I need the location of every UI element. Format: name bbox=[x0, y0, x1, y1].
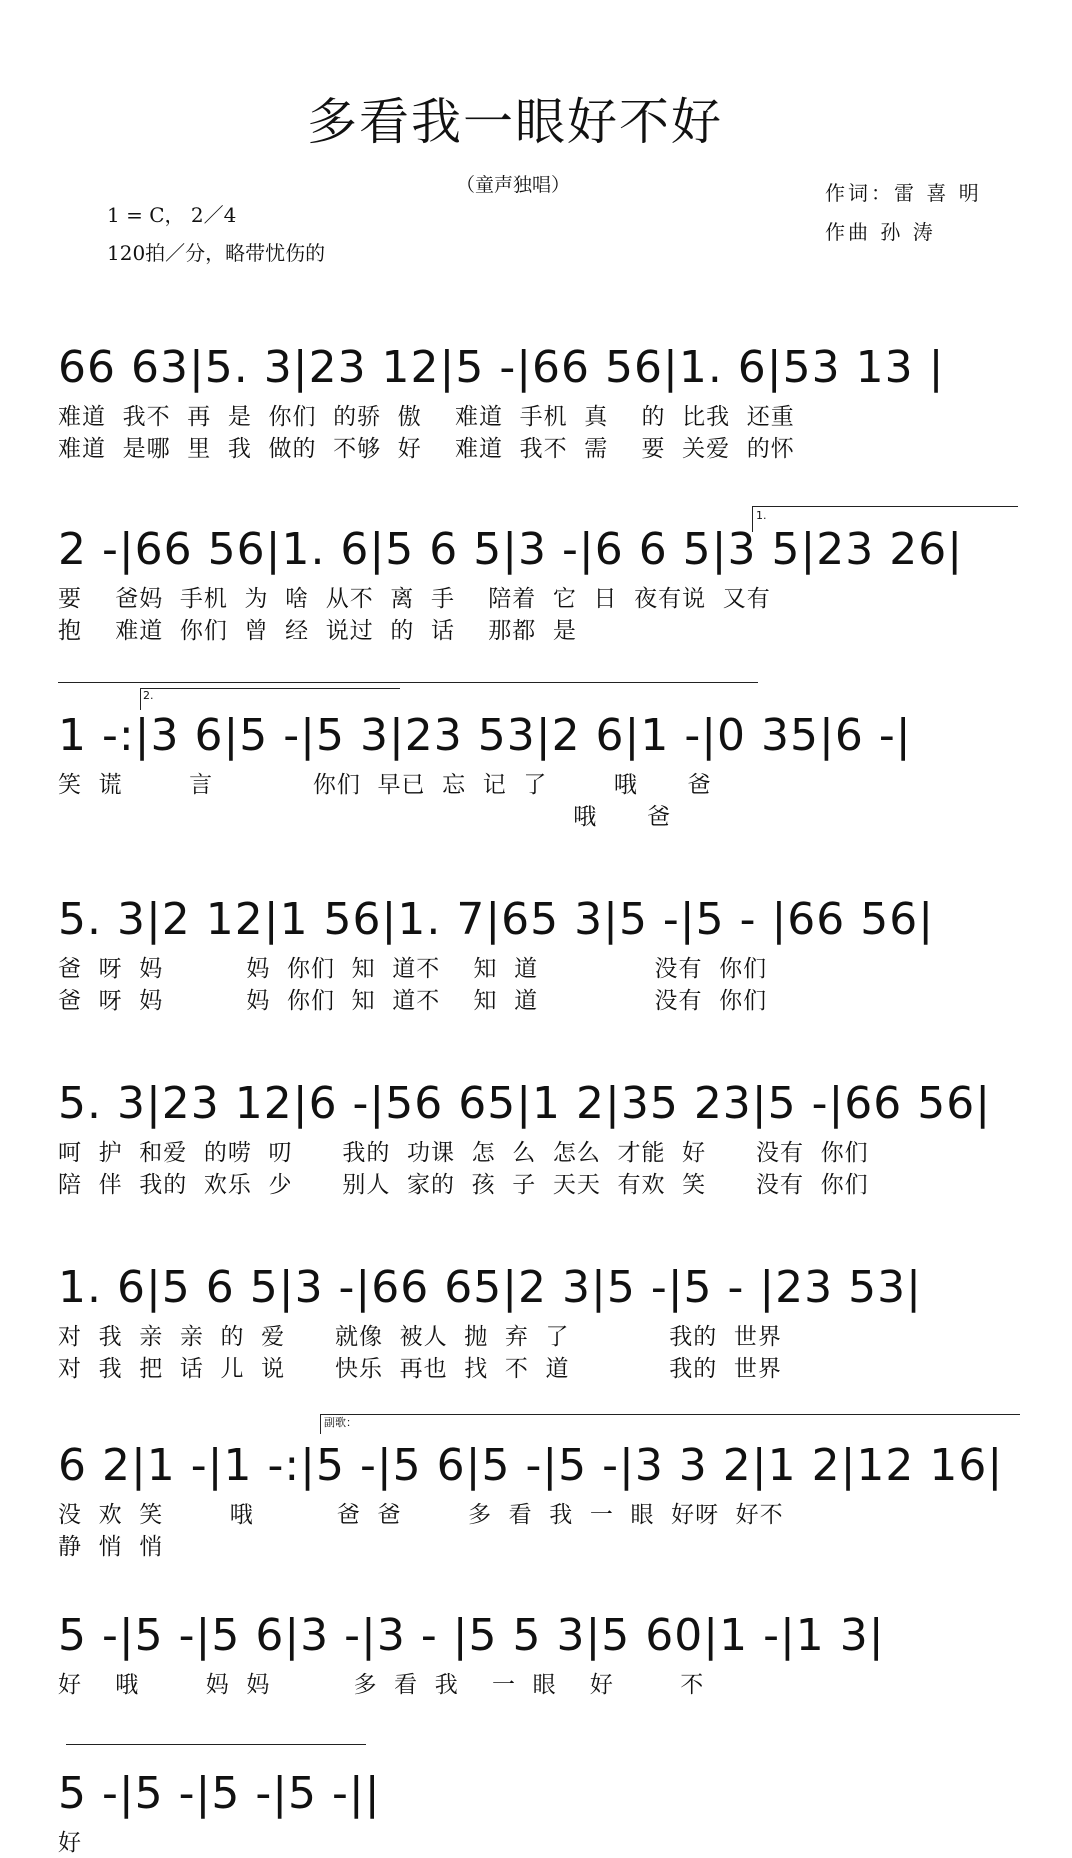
volta-2-bracket bbox=[140, 688, 400, 689]
lyric-verse-1: 好 哦 妈 妈 多 看 我 一 眼 好 不 bbox=[58, 1672, 705, 1698]
lyricist-credit: 作词：雷 喜 明 bbox=[825, 181, 982, 205]
notation-line: 5. 3|23 12|6 -|56 65|1 2|35 23|5 -|66 56| bbox=[58, 1078, 992, 1129]
chorus-bracket bbox=[320, 1414, 321, 1434]
lyric-verse-2: 抱 难道 你们 曾 经 说过 的 话 那都 是 bbox=[58, 618, 577, 644]
lyric-verse-2: 哦 爸 bbox=[58, 804, 672, 830]
tempo-marking: 120拍／分，略带忧伤的 bbox=[107, 241, 326, 265]
key-signature: 1 = C， 2／4 bbox=[107, 203, 237, 227]
composer-credit: 作曲 孙 涛 bbox=[825, 220, 936, 244]
notation-line: 6 2|1 -|1 -:|5 -|5 6|5 -|5 -|3 3 2|1 2|12 16| bbox=[58, 1440, 1004, 1491]
lyric-verse-1: 没 欢 笑 哦 爸 爸 多 看 我 一 眼 好呀 好不 bbox=[58, 1502, 784, 1528]
lyric-verse-1: 好 bbox=[58, 1830, 82, 1856]
notation-line: 2 -|66 56|1. 6|5 6 5|3 -|6 6 5|3 5|23 26| bbox=[58, 524, 964, 575]
notation-line: 5. 3|2 12|1 56|1. 7|65 3|5 -|5 - |66 56| bbox=[58, 894, 935, 945]
lyric-verse-2: 静 悄 悄 bbox=[58, 1534, 164, 1560]
lyric-verse-1: 爸 呀 妈 妈 你们 知 道不 知 道 没有 你们 bbox=[58, 956, 768, 982]
chorus-bracket bbox=[320, 1414, 1020, 1415]
volta-2-bracket bbox=[140, 688, 141, 710]
lyric-verse-1: 笑 谎 言 你们 早已 忘 记 了 哦 爸 bbox=[58, 772, 712, 798]
notation-line: 5 -|5 -|5 6|3 -|3 - |5 5 3|5 60|1 -|1 3| bbox=[58, 1610, 885, 1661]
volta-2-label: 2. bbox=[143, 689, 154, 702]
notation-line: 1. 6|5 6 5|3 -|66 65|2 3|5 -|5 - |23 53| bbox=[58, 1262, 922, 1313]
song-title: 多看我一眼好不好 bbox=[307, 93, 723, 151]
volta-1-bracket bbox=[752, 506, 1018, 507]
lyric-verse-1: 呵 护 和爱 的唠 叨 我的 功课 怎 么 怎么 才能 好 没有 你们 bbox=[58, 1140, 869, 1166]
volta-1-label: 1. bbox=[756, 509, 767, 522]
lyric-verse-2: 爸 呀 妈 妈 你们 知 道不 知 道 没有 你们 bbox=[58, 988, 768, 1014]
notation-line: 66 63|5. 3|23 12|5 -|66 56|1. 6|53 13 | bbox=[58, 342, 945, 393]
performance-note: （童声独唱） bbox=[456, 174, 571, 196]
volta-1-continuation bbox=[58, 682, 758, 683]
lyric-verse-1: 难道 我不 再 是 你们 的骄 傲 难道 手机 真 的 比我 还重 bbox=[58, 404, 795, 430]
lyric-verse-2: 陪 伴 我的 欢乐 少 别人 家的 孩 子 天天 有欢 笑 没有 你们 bbox=[58, 1172, 869, 1198]
notation-line: 1 -:|3 6|5 -|5 3|23 53|2 6|1 -|0 35|6 -| bbox=[58, 710, 912, 761]
lyric-verse-1: 对 我 亲 亲 的 爱 就像 被人 抛 弃 了 我的 世界 bbox=[58, 1324, 782, 1350]
volta-1-bracket bbox=[752, 506, 753, 532]
lyric-verse-2: 难道 是哪 里 我 做的 不够 好 难道 我不 需 要 关爱 的怀 bbox=[58, 436, 795, 462]
lyric-verse-1: 要 爸妈 手机 为 啥 从不 离 手 陪着 它 日 夜有说 又有 bbox=[58, 586, 771, 612]
tie-line bbox=[66, 1744, 366, 1745]
lyric-verse-2: 对 我 把 话 儿 说 快乐 再也 找 不 道 我的 世界 bbox=[58, 1356, 782, 1382]
notation-line: 5 -|5 -|5 -|5 -|| bbox=[58, 1768, 381, 1819]
chorus-label: 副歌： bbox=[324, 1416, 357, 1429]
